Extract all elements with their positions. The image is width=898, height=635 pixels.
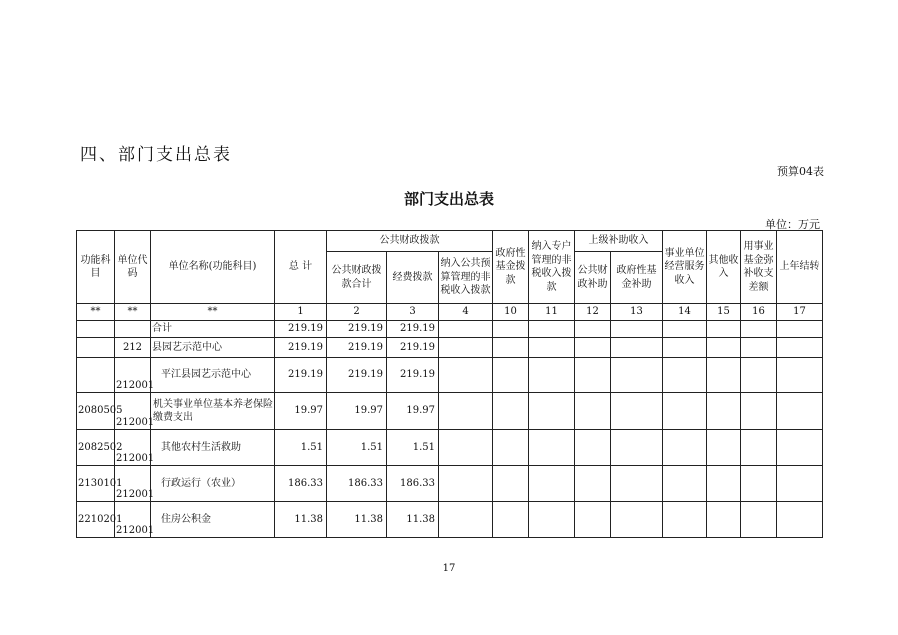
func-code-cell (77, 358, 115, 393)
pf-total-cell: 186.33 (327, 466, 387, 502)
header-carryover: 上年结转 (777, 231, 823, 304)
expense-cell: 219.19 (387, 358, 439, 393)
unit-code-cell: 212001 (115, 430, 151, 466)
header-fund-offset: 用事业基金弥补收支差额 (741, 231, 777, 304)
header-operating-income: 事业单位经营服务收入 (663, 231, 707, 304)
table-row (77, 338, 823, 358)
header-special-nontax: 纳入专户管理的非税收入拨款 (529, 231, 575, 304)
total-cell: 19.97 (275, 393, 327, 430)
index-cell: 10 (493, 304, 529, 321)
index-cell: ** (77, 304, 115, 321)
unit-code-cell: 212 (115, 338, 151, 358)
unit-code-cell (115, 321, 151, 338)
header-gov-fund: 政府性基金拨款 (493, 231, 529, 304)
func-code-cell (77, 321, 115, 338)
table-row (77, 466, 823, 502)
total-cell: 219.19 (275, 358, 327, 393)
table-row (77, 321, 823, 338)
total-cell: 219.19 (275, 338, 327, 358)
unit-code-cell: 212001 (115, 502, 151, 538)
expense-cell: 11.38 (387, 502, 439, 538)
unit-label: 单位：万元 (765, 218, 820, 231)
index-cell: 15 (707, 304, 741, 321)
header-unit-name: 单位名称(功能科目) (151, 231, 275, 304)
index-cell: 12 (575, 304, 611, 321)
header-unit-code: 单位代码 (115, 231, 151, 304)
unit-name-cell: 其他农村生活救助 (151, 430, 275, 466)
table-title: 部门支出总表 (403, 190, 494, 208)
unit-name-cell: 机关事业单位基本养老保险缴费支出 (151, 393, 275, 430)
pf-total-cell: 1.51 (327, 430, 387, 466)
pf-total-cell: 19.97 (327, 393, 387, 430)
expense-cell: 19.97 (387, 393, 439, 430)
header-total: 总 计 (275, 231, 327, 304)
total-cell: 1.51 (275, 430, 327, 466)
table-code: 预算04表 (777, 165, 824, 178)
page-number: 17 (442, 563, 456, 574)
func-code-cell (77, 338, 115, 358)
expense-cell: 219.19 (387, 338, 439, 358)
unit-name-cell: 合计 (151, 321, 275, 338)
index-cell: 17 (777, 304, 823, 321)
index-cell: 3 (387, 304, 439, 321)
header-func-code: 功能科目 (77, 231, 115, 304)
index-cell: 2 (327, 304, 387, 321)
unit-name-cell: 住房公积金 (151, 502, 275, 538)
func-code-cell: 2080505 (77, 393, 115, 430)
index-cell: ** (151, 304, 275, 321)
expenditure-table (76, 230, 823, 538)
table-row (77, 393, 823, 430)
unit-code-cell: 212001 (115, 358, 151, 393)
header-public-finance: 公共财政拨款 (327, 231, 493, 252)
index-cell: 14 (663, 304, 707, 321)
index-cell: ** (115, 304, 151, 321)
pf-total-cell: 11.38 (327, 502, 387, 538)
expense-cell: 1.51 (387, 430, 439, 466)
func-code-cell: 2082502 (77, 430, 115, 466)
header-public-finance-total: 公共财政拨款合计 (327, 252, 387, 304)
index-cell: 1 (275, 304, 327, 321)
total-cell: 11.38 (275, 502, 327, 538)
index-row (77, 304, 823, 321)
index-cell: 4 (439, 304, 493, 321)
header-expense-allocation: 经费拨款 (387, 252, 439, 304)
expense-cell: 219.19 (387, 321, 439, 338)
index-cell: 11 (529, 304, 575, 321)
unit-name-cell: 行政运行（农业） (151, 466, 275, 502)
table-row (77, 430, 823, 466)
section-heading: 四、部门支出总表 (80, 145, 232, 165)
expense-cell: 186.33 (387, 466, 439, 502)
total-cell: 186.33 (275, 466, 327, 502)
unit-code-cell: 212001 (115, 466, 151, 502)
func-code-cell: 2210201 (77, 502, 115, 538)
header-other-income: 其他收入 (707, 231, 741, 304)
table-row (77, 502, 823, 538)
unit-name-cell: 平江县园艺示范中心 (151, 358, 275, 393)
unit-name-cell: 县园艺示范中心 (151, 338, 275, 358)
pf-total-cell: 219.19 (327, 358, 387, 393)
total-cell: 219.19 (275, 321, 327, 338)
func-code-cell: 2130101 (77, 466, 115, 502)
header-gov-fund-subsidy: 政府性基金补助 (611, 252, 663, 304)
index-cell: 16 (741, 304, 777, 321)
header-public-finance-subsidy: 公共财政补助 (575, 252, 611, 304)
header-into-budget-nontax: 纳入公共预算管理的非税收入拨款 (439, 252, 493, 304)
header-superior-subsidy: 上级补助收入 (575, 231, 663, 252)
pf-total-cell: 219.19 (327, 338, 387, 358)
pf-total-cell: 219.19 (327, 321, 387, 338)
index-cell: 13 (611, 304, 663, 321)
table-row (77, 358, 823, 393)
unit-code-cell: 212001 (115, 393, 151, 430)
